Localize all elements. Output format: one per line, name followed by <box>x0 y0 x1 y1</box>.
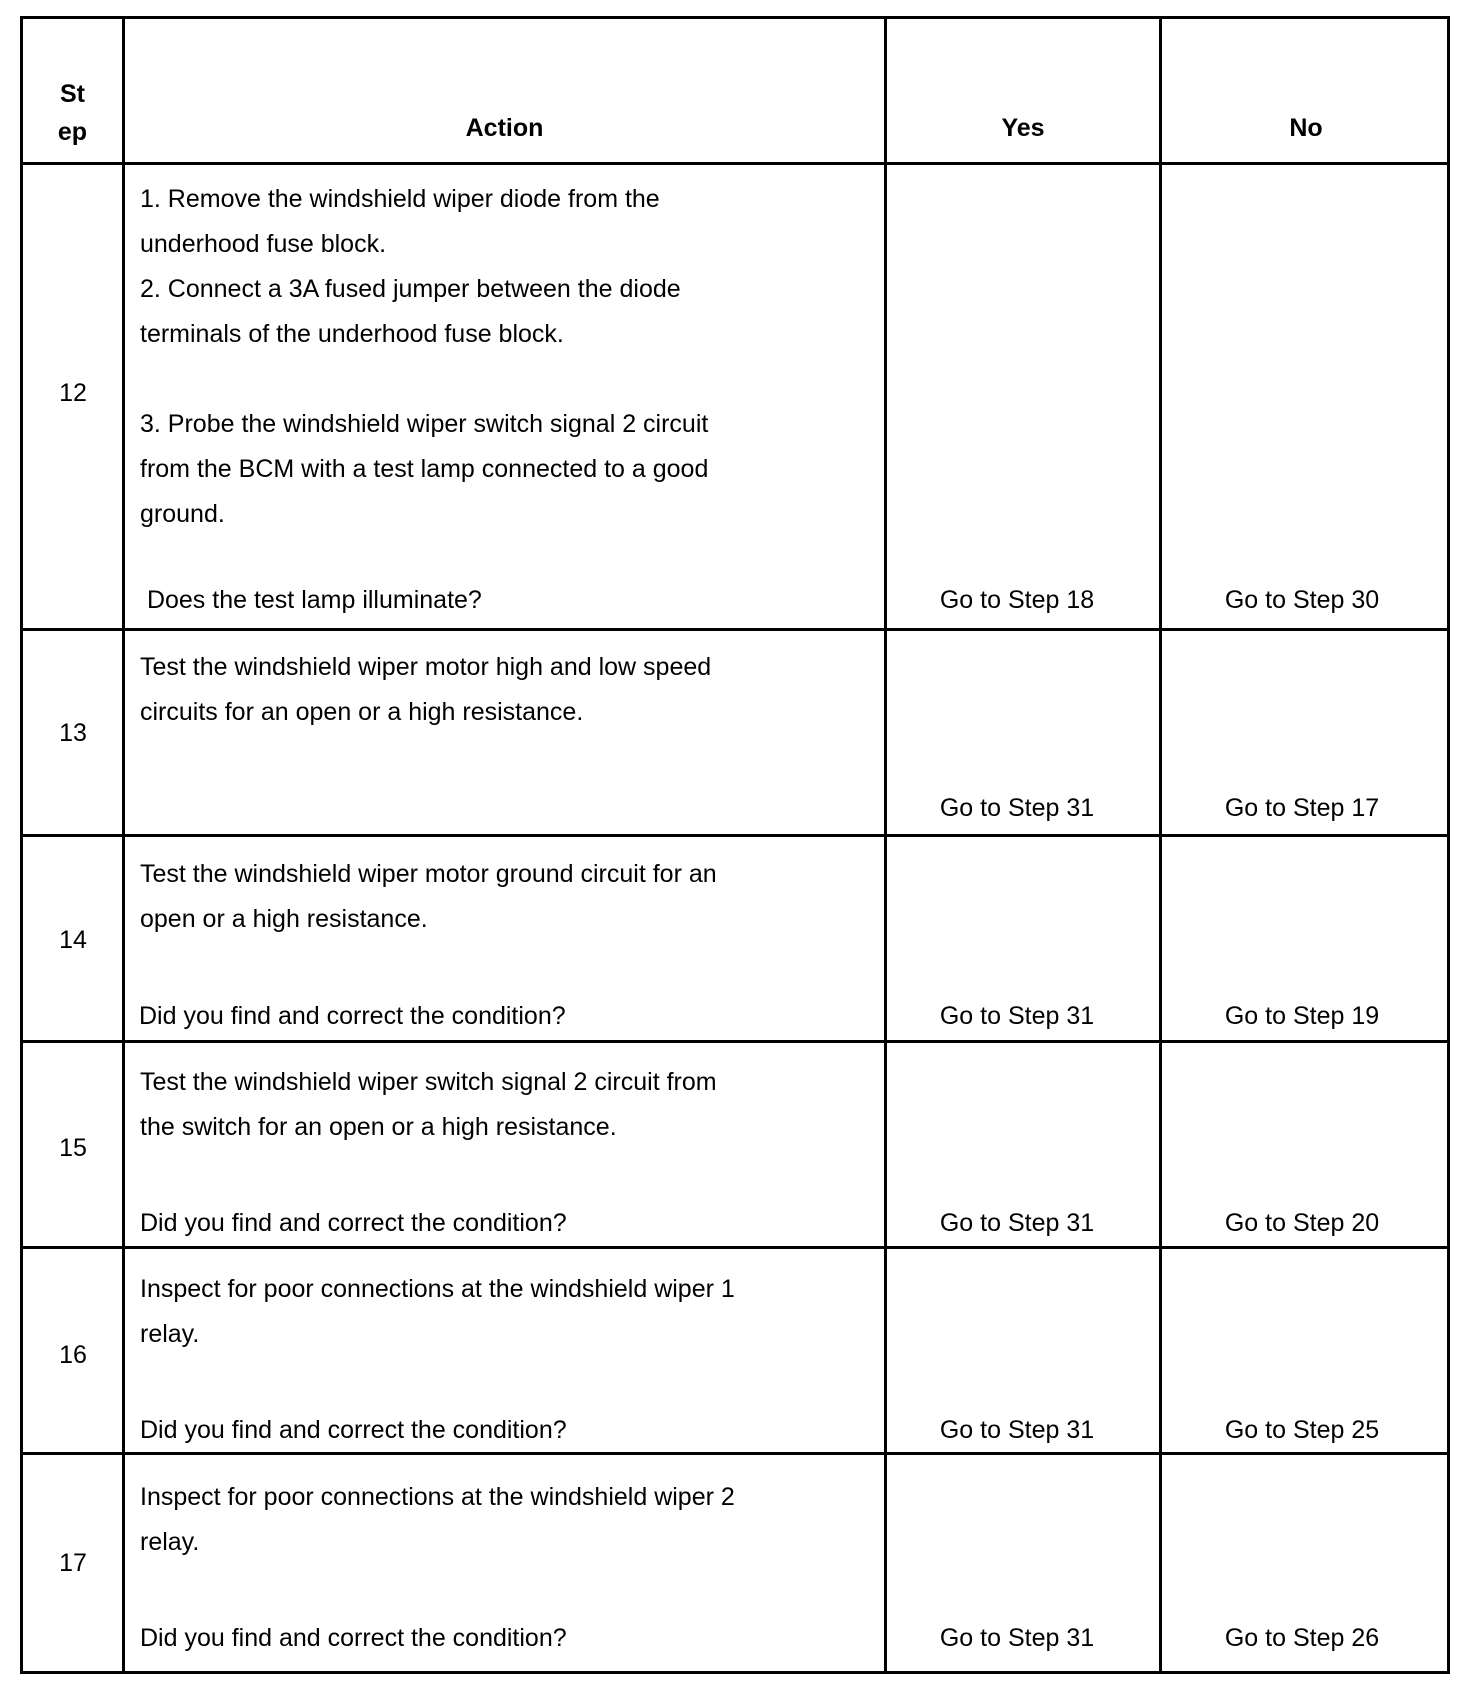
column-divider <box>122 19 125 1671</box>
step-number: 17 <box>59 1549 87 1577</box>
row-divider <box>23 1040 1447 1043</box>
yes-target: Go to Step 31 <box>939 1624 1095 1652</box>
action-line: Inspect for poor connections at the windshield wiper 2 <box>140 1483 735 1511</box>
action-line: the switch for an open or a high resistance. <box>140 1113 617 1141</box>
no-target: Go to Step 25 <box>1224 1416 1380 1444</box>
action-line: 2. Connect a 3A fused jumper between the diode <box>140 275 681 303</box>
header-step-line1: St <box>60 80 85 108</box>
action-text <box>140 852 717 942</box>
action-line: Test the windshield wiper motor high and low speed <box>140 653 712 681</box>
header-action: Action <box>465 114 544 142</box>
step-number: 12 <box>59 379 87 407</box>
row-divider <box>23 834 1447 837</box>
action-line: Test the windshield wiper switch signal 2 circuit from <box>140 1068 717 1096</box>
action-text <box>140 645 711 735</box>
action-line: Test the windshield wiper motor ground circuit for an <box>140 860 717 888</box>
row-divider <box>23 162 1447 165</box>
action-question: Does the test lamp illuminate? <box>140 586 482 614</box>
action-line: underhood fuse block. <box>140 230 387 258</box>
action-question: Did you find and correct the condition? <box>140 1624 567 1652</box>
action-line: 1. Remove the windshield wiper diode from the <box>140 185 660 213</box>
action-line: 3. Probe the windshield wiper switch signal 2 circuit <box>140 410 709 438</box>
no-target: Go to Step 30 <box>1224 586 1380 614</box>
yes-target: Go to Step 31 <box>939 1416 1095 1444</box>
action-question: Did you find and correct the condition? <box>140 1209 567 1237</box>
step-number: 13 <box>59 719 87 747</box>
action-question: Did you find and correct the condition? <box>139 1002 566 1030</box>
yes-target: Go to Step 18 <box>939 586 1095 614</box>
action-line: relay. <box>140 1528 200 1556</box>
action-line: relay. <box>140 1320 200 1348</box>
row-divider <box>23 628 1447 631</box>
action-text <box>140 177 708 537</box>
action-line: from the BCM with a test lamp connected to a good <box>140 455 709 483</box>
action-text <box>140 1267 735 1357</box>
action-text <box>140 1475 735 1565</box>
action-line: terminals of the underhood fuse block. <box>140 320 564 348</box>
no-target: Go to Step 26 <box>1224 1624 1380 1652</box>
yes-target: Go to Step 31 <box>939 794 1095 822</box>
no-target: Go to Step 20 <box>1224 1209 1380 1237</box>
action-line: circuits for an open or a high resistance. <box>140 698 584 726</box>
action-text <box>140 1060 717 1150</box>
yes-target: Go to Step 31 <box>939 1209 1095 1237</box>
row-divider <box>23 1246 1447 1249</box>
step-number: 14 <box>59 926 87 954</box>
yes-target: Go to Step 31 <box>939 1002 1095 1030</box>
action-question: Did you find and correct the condition? <box>140 1416 567 1444</box>
no-target: Go to Step 17 <box>1224 794 1380 822</box>
header-yes: Yes <box>1001 114 1045 142</box>
action-line: ground. <box>140 500 225 528</box>
header-step-line2: ep <box>57 118 88 146</box>
step-number: 16 <box>59 1341 87 1369</box>
header-no: No <box>1289 114 1323 142</box>
header-step <box>23 75 122 151</box>
no-target: Go to Step 19 <box>1224 1002 1380 1030</box>
action-line: open or a high resistance. <box>140 905 428 933</box>
action-line: Inspect for poor connections at the windshield wiper 1 <box>140 1275 735 1303</box>
diagnostic-table <box>20 16 1450 1674</box>
step-number: 15 <box>59 1134 87 1162</box>
